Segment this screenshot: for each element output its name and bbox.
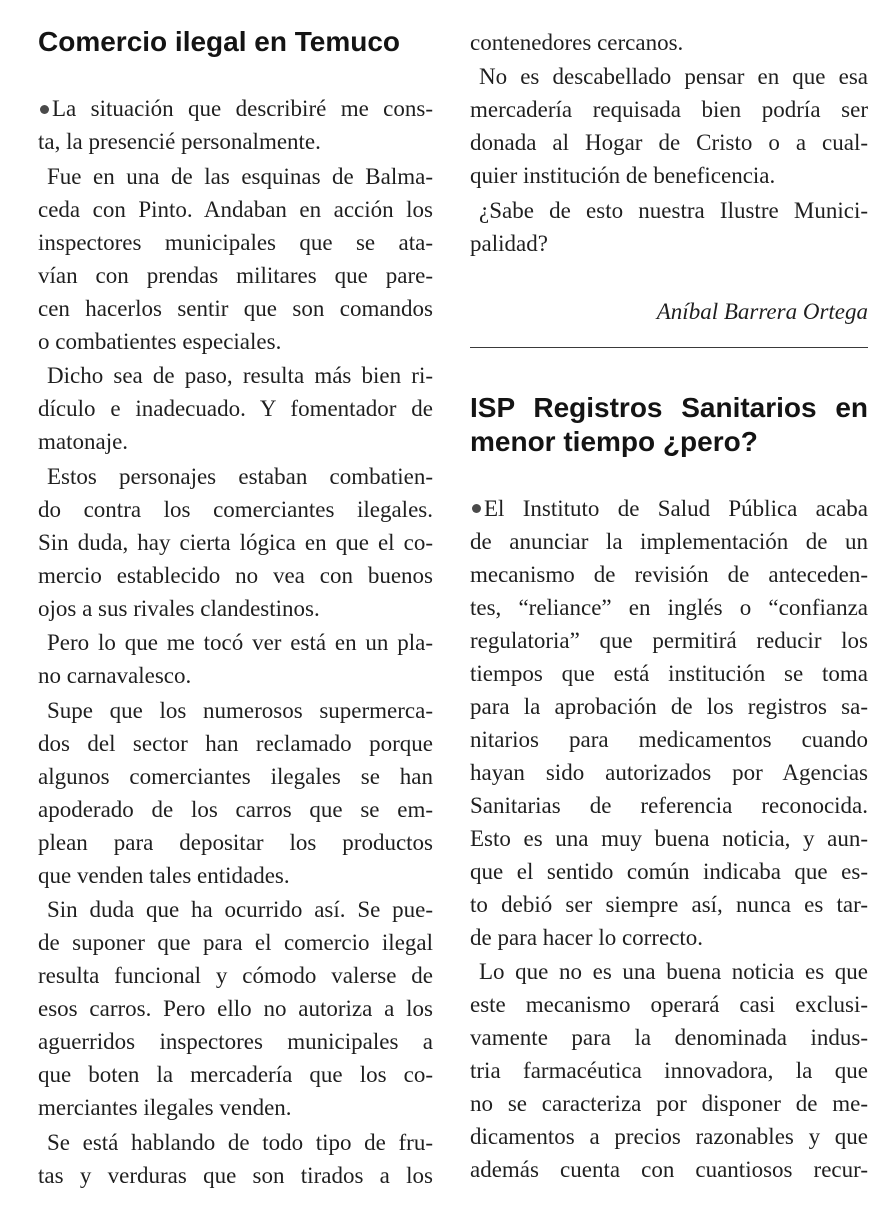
- paragraph: [38, 1126, 433, 1192]
- text-line: resulta funcional y cómodo valerse de: [38, 963, 433, 988]
- text-line: donada al Hogar de Cristo o a cual-: [470, 130, 868, 155]
- letter-signature: Aníbal Barrera Ortega: [656, 299, 868, 324]
- text-line: tria farmacéutica innovadora, la que: [470, 1058, 868, 1083]
- text-line: este mecanismo operará casi exclusi-: [470, 992, 868, 1017]
- letter-title: [470, 391, 868, 459]
- text-line: o combatientes especiales.: [38, 328, 282, 354]
- paragraph: [470, 60, 868, 192]
- text-line: [38, 92, 433, 125]
- paragraph-continuation: [470, 26, 868, 59]
- text-line: ceda con Pinto. Andaban en acción los: [38, 196, 433, 222]
- text-line: to debió ser siempre así, nunca es tar-: [470, 891, 868, 917]
- letter-body-right-column: [470, 26, 868, 260]
- text-line: apoderado de los carros que se em-: [38, 796, 433, 822]
- paragraph: [38, 92, 433, 158]
- text-line: quier institución de beneficencia.: [470, 163, 776, 188]
- text-line: esos carros. Pero ello no autoriza a los: [38, 996, 433, 1021]
- text-line: contenedores cercanos.: [470, 29, 684, 55]
- text-line: Sin duda, hay cierta lógica en que el co-: [38, 529, 433, 555]
- text-line: mecanismo de revisión de anteceden-: [470, 561, 868, 587]
- text-line: dos del sector han reclamado porque: [38, 730, 433, 756]
- text-line: que boten la mercadería que los co-: [38, 1062, 433, 1087]
- text-line: merciantes ilegales venden.: [38, 1095, 292, 1120]
- text-line: Dicho sea de paso, resulta más bien ri-: [47, 363, 433, 388]
- text-line: de para hacer lo correcto.: [470, 924, 704, 950]
- text-line: mercadería requisada bien podría ser: [470, 97, 868, 122]
- text-line: ta, la presencié personalmente.: [38, 129, 321, 154]
- text-line: Estos personajes estaban combatien-: [47, 463, 433, 489]
- paragraph: [38, 160, 433, 358]
- text-line: [470, 492, 868, 525]
- letter-body-left-column: [38, 92, 433, 1192]
- text-line-content: El Instituto de Salud Pública acaba: [484, 495, 868, 521]
- text-line: nitarios para medicamentos cuando: [470, 726, 868, 752]
- text-line: algunos comerciantes ilegales se han: [38, 763, 433, 789]
- text-line: do contra los comerciantes ilegales.: [38, 496, 433, 522]
- letter-title-line: ISP Registros Sanitarios en: [470, 392, 868, 423]
- text-line: ojos a sus rivales clandestinos.: [38, 595, 320, 621]
- paragraph: [470, 194, 868, 260]
- paragraph: [38, 626, 433, 692]
- text-line-content: La situación que describiré me cons-: [52, 96, 433, 121]
- text-line: vamente para la denominada indus-: [470, 1025, 868, 1050]
- text-line: Sin duda que ha ocurrido así. Se pue-: [47, 897, 433, 922]
- text-line: Fue en una de las esquinas de Balma-: [47, 163, 433, 189]
- text-line: tiempos que está institución se toma: [470, 660, 868, 686]
- text-line: tes, “reliance” en inglés o “confianza: [470, 594, 868, 620]
- text-line: aguerridos inspectores municipales a: [38, 1029, 433, 1054]
- bullet-icon: [40, 105, 49, 114]
- text-line: Esto es una muy buena noticia, y aun-: [470, 825, 868, 851]
- letter-title-text: Comercio ilegal en Temuco: [38, 26, 401, 57]
- text-line: de anunciar la implementación de un: [470, 528, 868, 554]
- text-line: plean para depositar los productos: [38, 829, 433, 855]
- paragraph: [38, 359, 433, 458]
- text-line: Supe que los numerosos supermerca-: [47, 697, 433, 723]
- text-line: inspectores municipales que se ata-: [38, 229, 433, 255]
- text-line: de suponer que para el comercio ilegal: [38, 930, 433, 955]
- paragraph: [38, 893, 433, 1124]
- text-line: que el sentido común indicaba que es-: [470, 858, 868, 884]
- text-line: mercio establecido no vea con buenos: [38, 562, 433, 588]
- letter-body: [470, 492, 868, 1187]
- text-line: palidad?: [470, 230, 548, 256]
- text-line: cen hacerlos sentir que son comandos: [38, 295, 433, 321]
- text-line: dículo e inadecuado. Y fomentador de: [38, 396, 433, 421]
- text-line: para la aprobación de los registros sa-: [470, 693, 868, 719]
- text-line: regulatoria” que permitirá reducir los: [470, 627, 868, 653]
- section-divider: [470, 347, 868, 348]
- text-line: no se caracteriza por disponer de me-: [470, 1091, 868, 1116]
- text-line: que venden tales entidades.: [38, 862, 290, 888]
- paragraph: [470, 492, 868, 954]
- text-line: Pero lo que me tocó ver está en un pla-: [47, 630, 433, 655]
- text-line: además cuenta con cuantiosos recur-: [470, 1157, 868, 1182]
- text-line: Se está hablando de todo tipo de fru-: [47, 1129, 433, 1155]
- text-line: Lo que no es una buena noticia es que: [479, 959, 868, 984]
- paragraph: [470, 955, 868, 1186]
- bullet-icon: [472, 504, 481, 513]
- text-line: hayan sido autorizados por Agencias: [470, 759, 868, 785]
- text-line: matonaje.: [38, 429, 129, 454]
- paragraph: [38, 460, 433, 625]
- text-line: No es descabellado pensar en que esa: [479, 64, 868, 89]
- text-line: dicamentos a precios razonables y que: [470, 1124, 868, 1149]
- letter-title: [38, 25, 433, 59]
- letter-title-line: menor tiempo ¿pero?: [470, 426, 758, 457]
- text-line: vían con prendas militares que pare-: [38, 262, 433, 288]
- paragraph: [38, 694, 433, 892]
- text-line: ¿Sabe de esto nuestra Ilustre Munici-: [479, 197, 868, 223]
- text-line: no carnavalesco.: [38, 663, 192, 688]
- text-line: Sanitarias de referencia reconocida.: [470, 792, 868, 818]
- text-line: tas y verduras que son tirados a los: [38, 1162, 433, 1188]
